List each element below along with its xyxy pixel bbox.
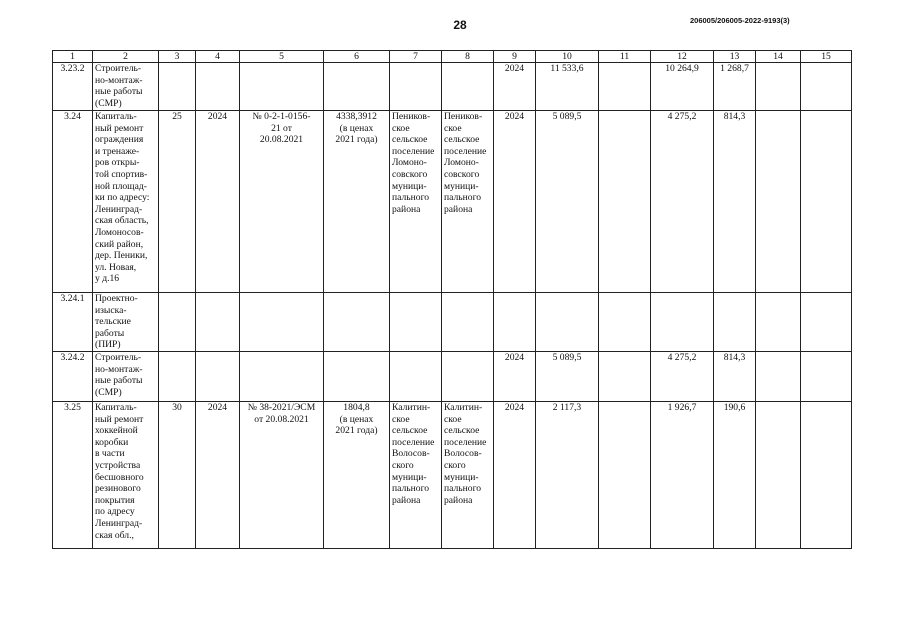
table-cell-col-13 bbox=[714, 293, 756, 352]
table-cell-col-7 bbox=[390, 352, 442, 402]
column-header-2: 2 bbox=[93, 51, 159, 63]
table-cell-col-2: Строитель- но-монтаж- ные работы (СМР) bbox=[93, 63, 159, 111]
table-cell-col-15 bbox=[801, 63, 852, 111]
table-cell-col-9: 2024 bbox=[494, 402, 536, 549]
table-cell-col-15 bbox=[801, 293, 852, 352]
program-table bbox=[52, 50, 852, 549]
table-cell-col-13: 190,6 bbox=[714, 402, 756, 549]
column-header-10: 10 bbox=[536, 51, 599, 63]
column-header-14: 14 bbox=[756, 51, 801, 63]
table-cell-col-13: 814,3 bbox=[714, 111, 756, 293]
table-cell-col-11 bbox=[599, 63, 651, 111]
table-cell-col-6: 1804,8 (в ценах 2021 года) bbox=[324, 402, 390, 549]
table-cell-col-11 bbox=[599, 293, 651, 352]
column-header-6: 6 bbox=[324, 51, 390, 63]
column-header-4: 4 bbox=[196, 51, 240, 63]
table-cell-col-4: 2024 bbox=[196, 402, 240, 549]
table-cell-col-2: Капиталь- ный ремонт ограждения и тренаже- ров откры- той спортив- ной площад- ки по адресу: Ленинград- ская область, Ломоносов- ский район, дер. Пеники, ул. Новая, у д.16 bbox=[93, 111, 159, 293]
table-cell-col-1: 3.25 bbox=[53, 402, 93, 549]
column-header-13: 13 bbox=[714, 51, 756, 63]
table-cell-col-3: 25 bbox=[159, 111, 196, 293]
table-cell-col-1: 3.23.2 bbox=[53, 63, 93, 111]
table-cell-col-12: 4 275,2 bbox=[651, 352, 714, 402]
table-cell-col-2: Строитель- но-монтаж- ные работы (СМР) bbox=[93, 352, 159, 402]
table-cell-col-6 bbox=[324, 352, 390, 402]
table-cell-col-15 bbox=[801, 402, 852, 549]
table-cell-col-7: Пеников- ское сельское поселение Ломоно- совского муници- пального района bbox=[390, 111, 442, 293]
table-cell-col-8: Калитин- ское сельское поселение Волосов- ского муници- пального района bbox=[442, 402, 494, 549]
table-cell-col-8 bbox=[442, 63, 494, 111]
table-cell-col-5: № 38-2021/ЭСМ от 20.08.2021 bbox=[240, 402, 324, 549]
column-header-7: 7 bbox=[390, 51, 442, 63]
column-header-11: 11 bbox=[599, 51, 651, 63]
column-header-9: 9 bbox=[494, 51, 536, 63]
table-cell-col-10: 11 533,6 bbox=[536, 63, 599, 111]
table-cell-col-12 bbox=[651, 293, 714, 352]
table-cell-col-7 bbox=[390, 293, 442, 352]
table-cell-col-6 bbox=[324, 63, 390, 111]
column-header-12: 12 bbox=[651, 51, 714, 63]
table-cell-col-11 bbox=[599, 402, 651, 549]
table-cell-col-4: 2024 bbox=[196, 111, 240, 293]
table-cell-col-6 bbox=[324, 293, 390, 352]
table-cell-col-5 bbox=[240, 63, 324, 111]
table-cell-col-10: 5 089,5 bbox=[536, 352, 599, 402]
column-header-8: 8 bbox=[442, 51, 494, 63]
table-cell-col-3 bbox=[159, 63, 196, 111]
table-cell-col-7: Калитин- ское сельское поселение Волосов- ского муници- пального района bbox=[390, 402, 442, 549]
table-cell-col-9: 2024 bbox=[494, 352, 536, 402]
table-cell-col-15 bbox=[801, 111, 852, 293]
table-row bbox=[53, 352, 852, 402]
table-cell-col-2: Проектно- изыска- тельские работы (ПИР) bbox=[93, 293, 159, 352]
table-cell-col-9 bbox=[494, 293, 536, 352]
document-id: 206005/206005-2022-9193(3) bbox=[690, 16, 790, 25]
column-header-3: 3 bbox=[159, 51, 196, 63]
column-header-5: 5 bbox=[240, 51, 324, 63]
header-row bbox=[53, 51, 852, 63]
table-cell-col-5 bbox=[240, 352, 324, 402]
table-row bbox=[53, 63, 852, 111]
table-cell-col-4 bbox=[196, 352, 240, 402]
table-row bbox=[53, 293, 852, 352]
table-cell-col-10 bbox=[536, 293, 599, 352]
table-cell-col-14 bbox=[756, 402, 801, 549]
table-cell-col-14 bbox=[756, 63, 801, 111]
table-cell-col-5 bbox=[240, 293, 324, 352]
table-cell-col-15 bbox=[801, 352, 852, 402]
table-cell-col-1: 3.24.1 bbox=[53, 293, 93, 352]
table-cell-col-9: 2024 bbox=[494, 111, 536, 293]
table-cell-col-12: 10 264,9 bbox=[651, 63, 714, 111]
table-cell-col-14 bbox=[756, 352, 801, 402]
page-number: 28 bbox=[453, 18, 467, 32]
table-cell-col-3 bbox=[159, 293, 196, 352]
column-header-1: 1 bbox=[53, 51, 93, 63]
table-cell-col-3 bbox=[159, 352, 196, 402]
table-cell-col-8 bbox=[442, 293, 494, 352]
table-cell-col-14 bbox=[756, 293, 801, 352]
table-cell-col-13: 1 268,7 bbox=[714, 63, 756, 111]
table-cell-col-9: 2024 bbox=[494, 63, 536, 111]
table-cell-col-1: 3.24.2 bbox=[53, 352, 93, 402]
table-row bbox=[53, 402, 852, 549]
table-cell-col-10: 5 089,5 bbox=[536, 111, 599, 293]
table-row bbox=[53, 111, 852, 293]
table-cell-col-6: 4338,3912 (в ценах 2021 года) bbox=[324, 111, 390, 293]
table-cell-col-2: Капиталь- ный ремонт хоккейной коробки в части устройства бесшовного резинового покрытия по адресу Ленинград- ская обл., bbox=[93, 402, 159, 549]
table-cell-col-14 bbox=[756, 111, 801, 293]
table-cell-col-11 bbox=[599, 352, 651, 402]
table-cell-col-12: 1 926,7 bbox=[651, 402, 714, 549]
table-cell-col-4 bbox=[196, 293, 240, 352]
table-cell-col-3: 30 bbox=[159, 402, 196, 549]
table-cell-col-4 bbox=[196, 63, 240, 111]
table-cell-col-8 bbox=[442, 352, 494, 402]
table-cell-col-11 bbox=[599, 111, 651, 293]
table-cell-col-5: № 0-2-1-0156- 21 от 20.08.2021 bbox=[240, 111, 324, 293]
column-header-15: 15 bbox=[801, 51, 852, 63]
table-cell-col-10: 2 117,3 bbox=[536, 402, 599, 549]
table-cell-col-7 bbox=[390, 63, 442, 111]
table-cell-col-1: 3.24 bbox=[53, 111, 93, 293]
table-cell-col-8: Пеников- ское сельское поселение Ломоно- совского муници- пального района bbox=[442, 111, 494, 293]
table-cell-col-13: 814,3 bbox=[714, 352, 756, 402]
table-cell-col-12: 4 275,2 bbox=[651, 111, 714, 293]
